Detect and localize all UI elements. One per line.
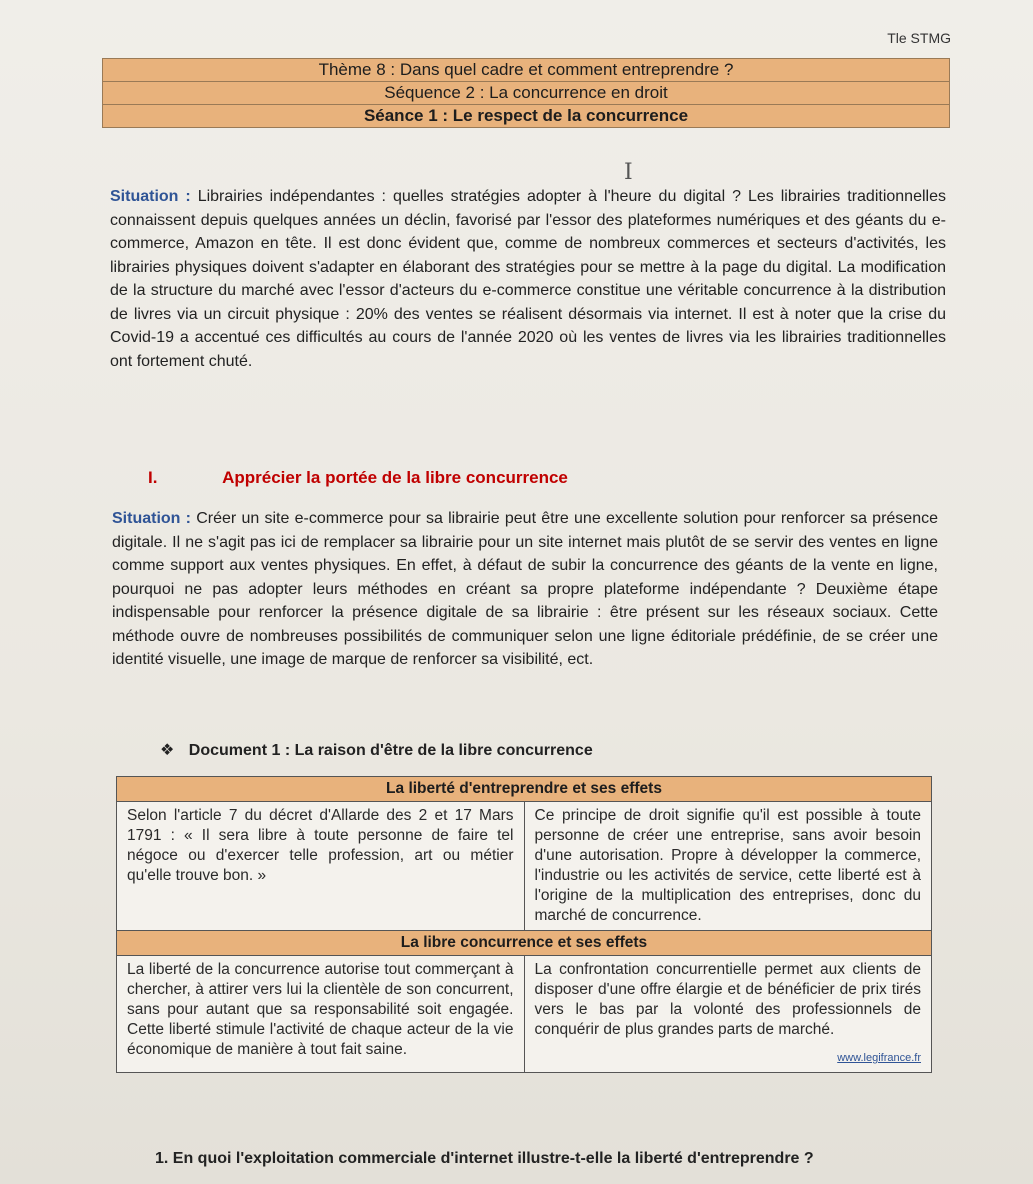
- table-cell: Ce principe de droit signifie qu'il est possible à toute personne de créer une entreprise, sans avoir besoin d'une autorisation. Propre à développer la commerce, l'industrie ou les activités de service, cette liberté est à l'origine de la multiplication des entreprises, donc du marché de concurrence.: [524, 802, 932, 931]
- situation-text: Librairies indépendantes : quelles stratégies adopter à l'heure du digital ? Les librairies traditionnelles connaissent depuis quelques années un déclin, favorisé par l'essor des plateformes numériques et des géants du e-commerce, Amazon en tête. Il est donc évident que, comme de nombreux commerces et secteurs d'activités, les librairies physiques doivent s'adapter en élaborant des stratégies pour se mettre à la page du digital. La modification de la structure du marché avec l'essor d'acteurs du e-commerce constitue une véritable concurrence à la distribution de livres via un circuit physique : 20% des ventes se réalisent désormais via internet. Il est à noter que la crise du Covid-19 a accentué ces difficultés au cours de l'année 2020 où les ventes de livres via les librairies traditionnelles ont fortement chuté.: [110, 188, 946, 370]
- question-1: 1. En quoi l'exploitation commerciale d'internet illustre-t-elle la liberté d'entreprendre ?: [155, 1150, 814, 1167]
- table-cell-text: La confrontation concurrentielle permet aux clients de disposer d'une offre élargie et de bénéficier de prix tirés vers le bas par la volonté des professionnels de conquérir de plus grandes parts de marché.: [534, 961, 921, 1038]
- table-cell: Selon l'article 7 du décret d'Allarde des 2 et 17 Mars 1791 : « Il sera libre à toute personne de faire tel négoce ou d'exercer telle profession, art ou métier qu'elle trouve bon. »: [117, 802, 525, 931]
- theme-header-box: [102, 58, 950, 128]
- table-header-cell: La libre concurrence et ses effets: [117, 931, 932, 956]
- table-cell: [524, 956, 932, 1073]
- text-cursor-icon: I: [624, 160, 633, 185]
- theme-title: Thème 8 : Dans quel cadre et comment entreprendre ?: [103, 59, 949, 82]
- sequence-title: Séquence 2 : La concurrence en droit: [103, 82, 949, 105]
- diamond-bullet-icon: ❖: [160, 742, 175, 759]
- table-header-cell: La liberté d'entreprendre et ses effets: [117, 777, 932, 802]
- document-table: [116, 776, 932, 1073]
- section-title: Apprécier la portée de la libre concurrence: [222, 468, 568, 487]
- situation-paragraph-2: [112, 507, 938, 672]
- situation-text: Créer un site e-commerce pour sa librairie peut être une excellente solution pour renforcer sa présence digitale. Il ne s'agit pas ici de remplacer sa librairie pour un site internet mais plutôt de se servir des ventes en ligne comme support aux ventes physiques. En effet, à défaut de subir la concurrence des géants de la vente en ligne, pourquoi ne pas adopter leurs méthodes en créant sa propre plateforme indépendante ? Deuxième étape indispensable pour renforcer la présence digitale de sa librairie : être présent sur les réseaux sociaux. Cette méthode ouvre de nombreuses possibilités de communiquer selon une ligne éditoriale prédéfinie, de se créer une identité visuelle, une image de marque de renforcer sa visibilité, ect.: [112, 510, 939, 668]
- table-header-row: [117, 931, 932, 956]
- table-row: [117, 802, 932, 931]
- table-header-row: [117, 777, 932, 802]
- section-heading: [148, 468, 568, 488]
- document-title: [160, 740, 593, 760]
- class-label: Tle STMG: [887, 30, 951, 46]
- table-cell: La liberté de la concurrence autorise tout commerçant à chercher, à attirer vers lui la clientèle de son concurrent, sans pour autant que sa responsabilité soit engagée. Cette liberté stimule l'activité de chaque acteur de la vie économique de manière à tout fait saine.: [117, 956, 525, 1073]
- situation-label: Situation :: [112, 510, 191, 527]
- section-number: I.: [148, 468, 158, 487]
- situation-paragraph-1: [110, 185, 946, 373]
- source-link[interactable]: www.legifrance.fr: [837, 1052, 921, 1064]
- situation-label: Situation :: [110, 188, 191, 205]
- seance-title: Séance 1 : Le respect de la concurrence: [363, 106, 689, 125]
- document-title-text: Document 1 : La raison d'être de la libre concurrence: [188, 742, 593, 759]
- table-row: [117, 956, 932, 1073]
